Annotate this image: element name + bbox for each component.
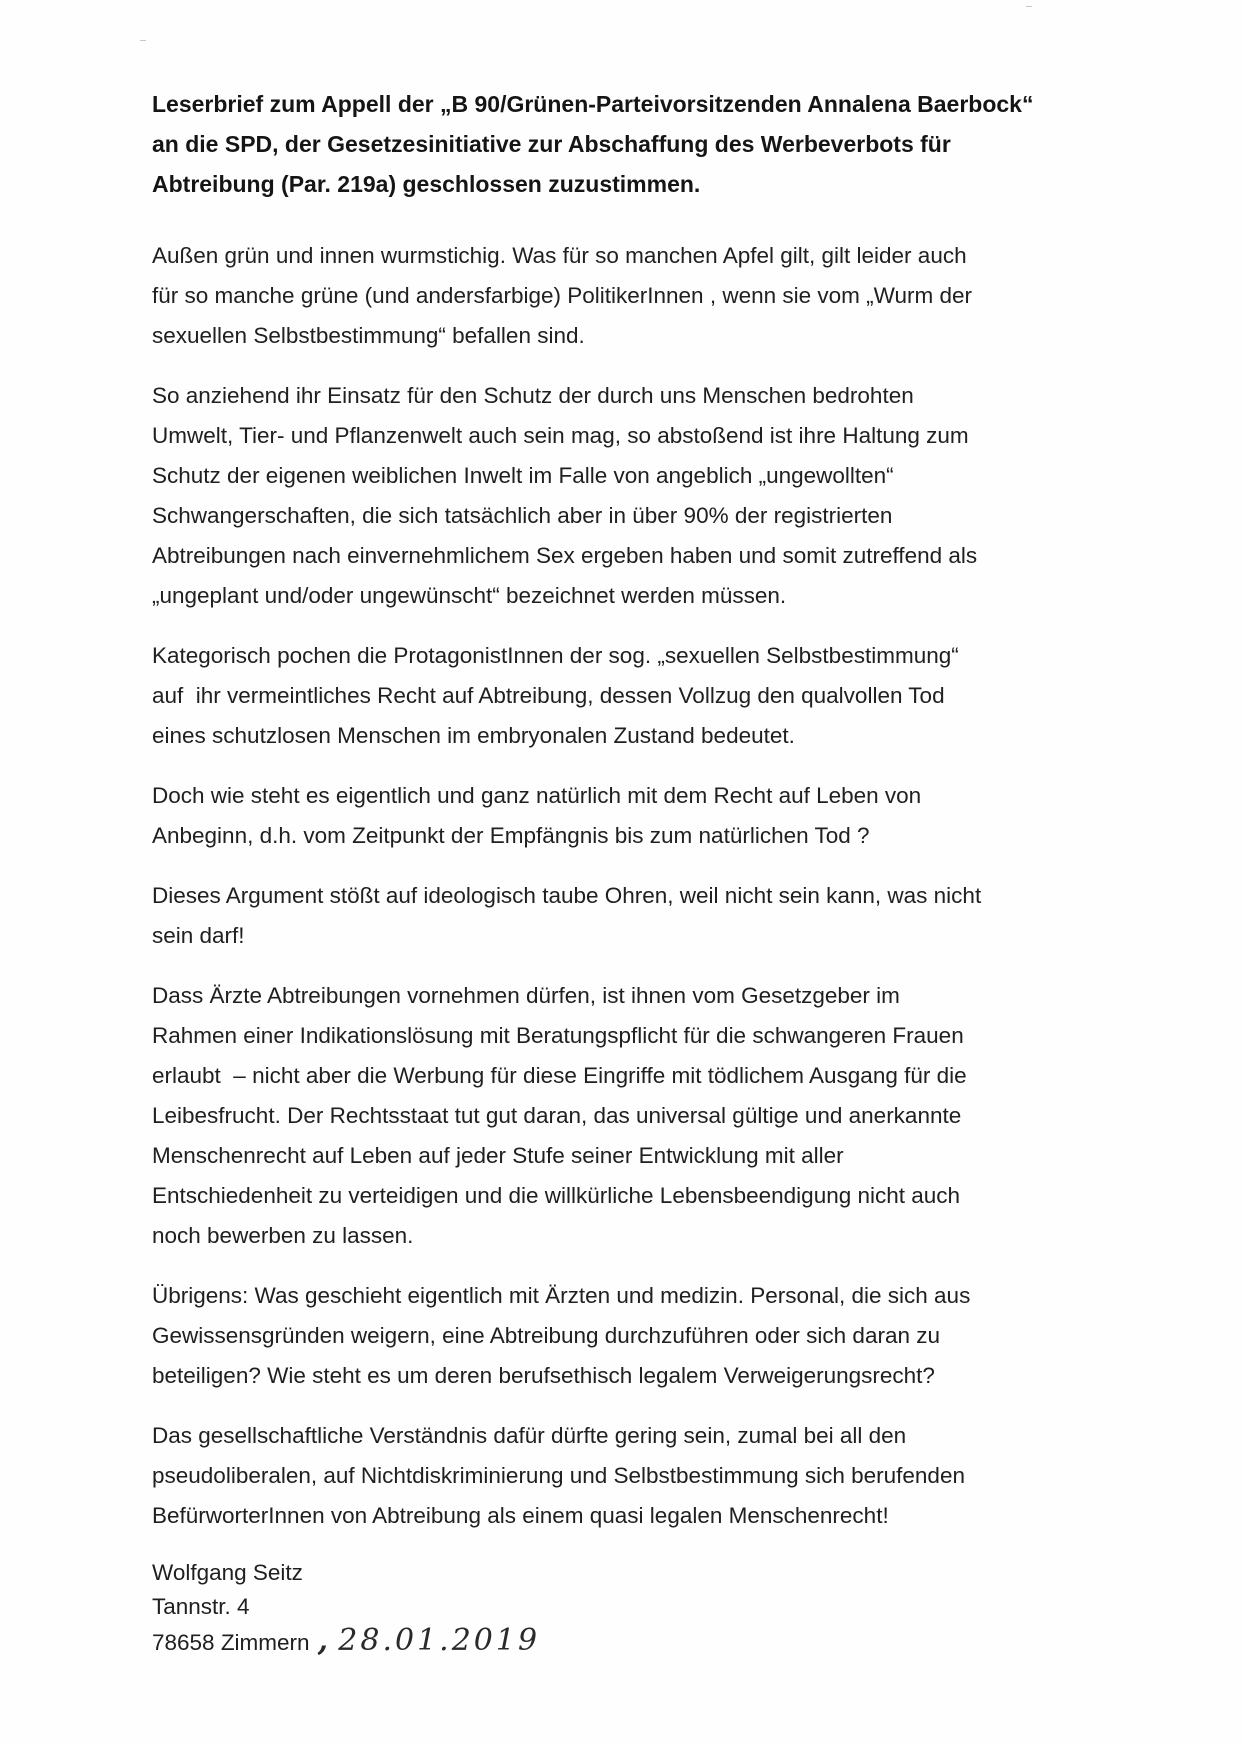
text-line: „ungeplant und/oder ungewünscht“ bezeichnet werden müssen.	[152, 583, 787, 608]
text-line: Außen grün und innen wurmstichig. Was für so manchen Apfel gilt, gilt leider auch	[152, 243, 967, 268]
text-line: BefürworterInnen von Abtreibung als einem quasi legalen Menschenrecht!	[152, 1503, 889, 1528]
text-line: auf ihr vermeintliches Recht auf Abtreibung, dessen Vollzug den qualvollen Tod	[152, 683, 945, 708]
text-line: Entschiedenheit zu verteidigen und die willkürliche Lebensbeendigung nicht auch	[152, 1183, 961, 1208]
scan-speck	[1026, 6, 1032, 7]
text-line: Leibesfrucht. Der Rechtsstaat tut gut daran, das universal gültige und anerkannte	[152, 1103, 962, 1128]
text-line: Schwangerschaften, die sich tatsächlich aber in über 90% der registrierten	[152, 503, 893, 528]
paragraph-2	[152, 376, 1112, 616]
paragraph-3	[152, 636, 1112, 756]
text-line: Das gesellschaftliche Verständnis dafür dürfte gering sein, zumal bei all den	[152, 1423, 907, 1448]
text-line: Anbeginn, d.h. vom Zeitpunkt der Empfängnis bis zum natürlichen Tod ?	[152, 823, 870, 848]
sender-city-line	[152, 1624, 1112, 1660]
text-line: sein darf!	[152, 923, 245, 948]
text-line: Abtreibungen nach einvernehmlichem Sex ergeben haben und somit zutreffend als	[152, 543, 978, 568]
text-line: Umwelt, Tier- und Pflanzenwelt auch sein mag, so abstoßend ist ihre Haltung zum	[152, 423, 969, 448]
text-line: Doch wie steht es eigentlich und ganz natürlich mit dem Recht auf Leben von	[152, 783, 922, 808]
text-line: Kategorisch pochen die ProtagonistInnen der sog. „sexuellen Selbstbestimmung“	[152, 643, 959, 668]
scan-speck	[140, 40, 146, 41]
text-line: Schutz der eigenen weiblichen Inwelt im Falle von angeblich „ungewollten“	[152, 463, 894, 488]
paragraph-5	[152, 876, 1112, 956]
signature-block	[152, 1556, 1112, 1660]
handwritten-date: 28.01.2019	[338, 1623, 541, 1658]
text-line: für so manche grüne (und andersfarbige) PolitikerInnen , wenn sie vom „Wurm der	[152, 283, 972, 308]
paragraph-8	[152, 1416, 1112, 1536]
paragraph-1	[152, 236, 1112, 356]
text-line: eines schutzlosen Menschen im embryonalen Zustand bedeutet.	[152, 723, 795, 748]
sender-name: Wolfgang Seitz	[152, 1560, 303, 1585]
text-line: sexuellen Selbstbestimmung“ befallen sind.	[152, 323, 585, 348]
text-line: Dieses Argument stößt auf ideologisch taube Ohren, weil nicht sein kann, was nicht	[152, 883, 982, 908]
text-line: Gewissensgründen weigern, eine Abtreibung durchzuführen oder sich daran zu	[152, 1323, 940, 1348]
text-line: erlaubt – nicht aber die Werbung für diese Eingriffe mit tödlichem Ausgang für die	[152, 1063, 967, 1088]
title-line: an die SPD, der Gesetzesinitiative zur Abschaffung des Werbeverbots für	[152, 131, 951, 157]
paragraph-6	[152, 976, 1112, 1256]
text-line: Rahmen einer Indikationslösung mit Beratungspflicht für die schwangeren Frauen	[152, 1023, 964, 1048]
handwritten-comma: ,	[317, 1623, 329, 1658]
text-line: beteiligen? Wie steht es um deren berufsethisch legalem Verweigerungsrecht?	[152, 1363, 935, 1388]
letter-title	[152, 84, 1112, 204]
sender-city: 78658 Zimmern	[152, 1630, 310, 1655]
text-line: Menschenrecht auf Leben auf jeder Stufe seiner Entwicklung mit aller	[152, 1143, 844, 1168]
title-line: Leserbrief zum Appell der „B 90/Grünen-Parteivorsitzenden Annalena Baerbock“	[152, 91, 1034, 117]
text-line: Dass Ärzte Abtreibungen vornehmen dürfen, ist ihnen vom Gesetzgeber im	[152, 983, 900, 1008]
text-line: So anziehend ihr Einsatz für den Schutz der durch uns Menschen bedrohten	[152, 383, 914, 408]
title-line: Abtreibung (Par. 219a) geschlossen zuzustimmen.	[152, 171, 701, 197]
paragraph-4	[152, 776, 1112, 856]
text-line: noch bewerben zu lassen.	[152, 1223, 414, 1248]
text-line: pseudoliberalen, auf Nichtdiskriminierung und Selbstbestimmung sich berufenden	[152, 1463, 965, 1488]
paragraph-7	[152, 1276, 1112, 1396]
letter	[152, 84, 1112, 1660]
text-line: Übrigens: Was geschieht eigentlich mit Ärzten und medizin. Personal, die sich aus	[152, 1283, 971, 1308]
sender-street: Tannstr. 4	[152, 1594, 250, 1619]
